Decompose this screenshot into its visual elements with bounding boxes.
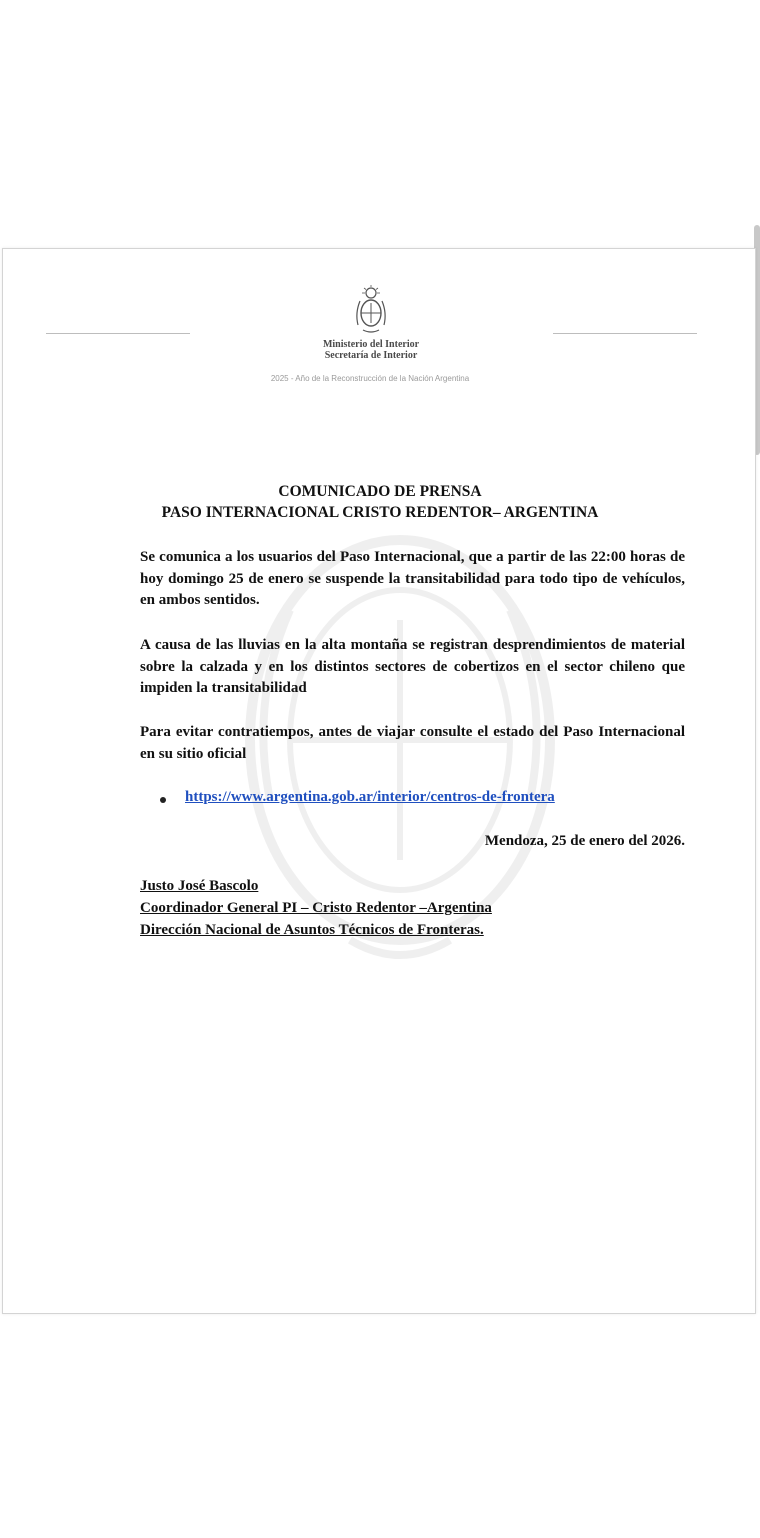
secretariat-name: Secretaría de Interior [324, 350, 418, 361]
press-release-title: COMUNICADO DE PRENSA [278, 483, 482, 500]
signatory-name: Justo José Bascolo [140, 878, 259, 894]
header-divider-left [46, 333, 190, 334]
year-motto: 2025 - Año de la Reconstrucción de la Nación Argentina [270, 374, 470, 383]
press-release-subtitle: PASO INTERNACIONAL CRISTO REDENTOR– ARGENTINA [161, 504, 599, 521]
paragraph-closure-notice: Se comunica a los usuarios del Paso Internacional, que a partir de las 22:00 horas de hoy domingo 25 de enero se suspende la transitabilidad para todo tipo de vehículos, en ambos sentidos. [140, 549, 685, 608]
signatory-role: Coordinador General PI – Cristo Redentor –Argentina [140, 900, 492, 916]
coat-of-arms-icon [353, 285, 389, 335]
signatory-office: Dirección Nacional de Asuntos Técnicos de Fronteras. [140, 922, 484, 938]
official-site-link[interactable]: https://www.argentina.gob.ar/interior/centros-de-frontera [185, 789, 555, 805]
ministry-name: Ministerio del Interior [322, 339, 420, 350]
bullet-icon [160, 797, 166, 803]
header-divider-right [553, 333, 697, 334]
date-line: Mendoza, 25 de enero del 2026. [484, 833, 685, 849]
paragraph-cause: A causa de las lluvias en la alta montaña se registran desprendimientos de material sobre la calzada y en los distintos sectores de cobertizos en el sector chileno que impiden la transitabilidad [140, 637, 685, 696]
paragraph-recommendation: Para evitar contratiempos, antes de viajar consulte el estado del Paso Internacional en su sitio oficial [140, 724, 685, 762]
